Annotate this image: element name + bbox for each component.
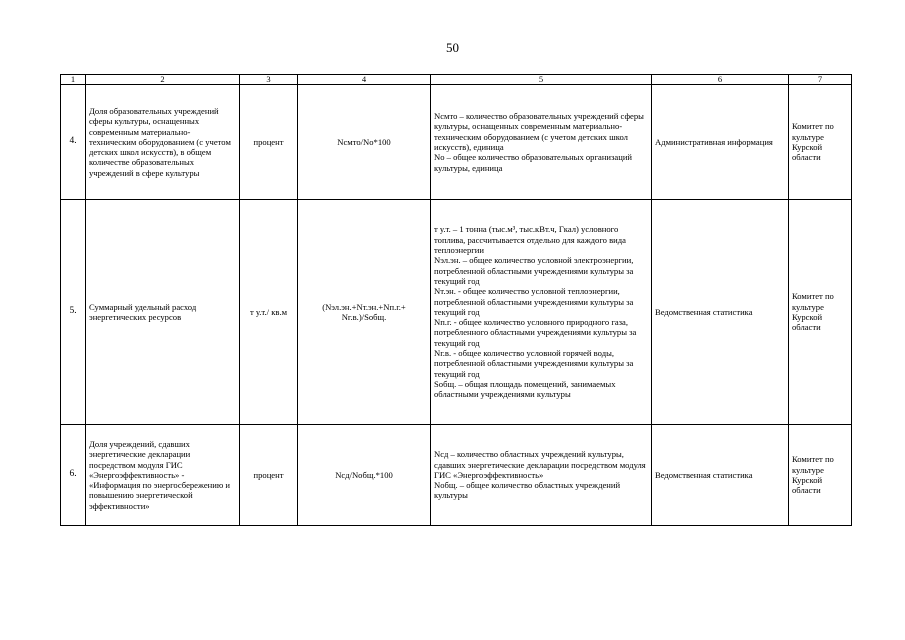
unit-of-measure: т у.т./ кв.м bbox=[240, 200, 298, 425]
column-header: 7 bbox=[789, 75, 852, 85]
calculation-formula: Nсмто/Nо*100 bbox=[298, 85, 431, 200]
data-source: Ведомственная статистика bbox=[652, 200, 789, 425]
responsible-body: Комитет по культуре Курской области bbox=[789, 200, 852, 425]
description-line: Nсмто – количество образовательных учреждений сферы культуры, оснащенных современным материально-техническим оборудованием (с учетом детских школ искусств), единица bbox=[434, 111, 644, 152]
calculation-formula: (Nэл.эн.+Nт.эн.+Nп.г.+ Nг.в.)/Sобщ. bbox=[298, 200, 431, 425]
column-header: 2 bbox=[86, 75, 240, 85]
data-source: Административная информация bbox=[652, 85, 789, 200]
table-row bbox=[61, 85, 852, 200]
column-header: 1 bbox=[61, 75, 86, 85]
formula-description bbox=[431, 425, 652, 526]
description-line: Nп.г. - общее количество условного природного газа, потребленного областными учреждениями культуры за текущий год bbox=[434, 317, 637, 348]
table-row bbox=[61, 425, 852, 526]
column-header: 6 bbox=[652, 75, 789, 85]
table-header-row bbox=[61, 75, 852, 85]
table-row bbox=[61, 200, 852, 425]
indicator-name: Суммарный удельный расход энергетических ресурсов bbox=[86, 200, 240, 425]
description-line: Nт.эн. - общее количество условной теплоэнергии, потребленной областными учреждениями культуры за текущий год bbox=[434, 286, 634, 317]
row-number: 6. bbox=[61, 425, 86, 526]
indicators-table bbox=[60, 74, 852, 526]
description-line: т у.т. – 1 тонна (тыс.м³, тыс.кВт.ч, Гкал) условного топлива, рассчитывается отдельно для каждого вида теплоэнергии bbox=[434, 224, 626, 255]
formula-description bbox=[431, 200, 652, 425]
data-source: Ведомственная статистика bbox=[652, 425, 789, 526]
description-line: Nг.в. - общее количество условной горячей воды, потребленной областными учреждениями культуры за текущий год bbox=[434, 348, 634, 379]
indicator-name: Доля учреждений, сдавших энергетические декларации посредством модуля ГИС «Энергоэффективность» - «Информация по энергосбережению и повышению энергетической эффективности» bbox=[86, 425, 240, 526]
column-header: 3 bbox=[240, 75, 298, 85]
row-number: 5. bbox=[61, 200, 86, 425]
responsible-body: Комитет по культуре Курской области bbox=[789, 85, 852, 200]
description-line: Nобщ. – общее количество областных учреждений культуры bbox=[434, 480, 621, 501]
description-line: Nсд – количество областных учреждений культуры, сдавших энергетические декларации посредством модуля ГИС «Энергоэффективность» bbox=[434, 449, 646, 480]
column-header: 4 bbox=[298, 75, 431, 85]
indicator-name: Доля образовательных учреждений сферы культуры, оснащенных современным материально-техническим оборудованием (с учетом детских школ искусств), в общем количестве образовательных учреждений в сфере культуры bbox=[86, 85, 240, 200]
unit-of-measure: процент bbox=[240, 425, 298, 526]
row-number: 4. bbox=[61, 85, 86, 200]
description-line: Nэл.эн. – общее количество условной электроэнергии, потребленной областными учреждениями культуры за текущий год bbox=[434, 255, 634, 286]
page-number: 50 bbox=[446, 40, 459, 55]
responsible-body: Комитет по культуре Курской области bbox=[789, 425, 852, 526]
description-line: Sобщ. – общая площадь помещений, занимаемых областными учреждениями культуры bbox=[434, 379, 616, 400]
column-header: 5 bbox=[431, 75, 652, 85]
unit-of-measure: процент bbox=[240, 85, 298, 200]
formula-description bbox=[431, 85, 652, 200]
description-line: Nо – общее количество образовательных организаций культуры, единица bbox=[434, 152, 633, 173]
calculation-formula: Nсд/Nобщ.*100 bbox=[298, 425, 431, 526]
